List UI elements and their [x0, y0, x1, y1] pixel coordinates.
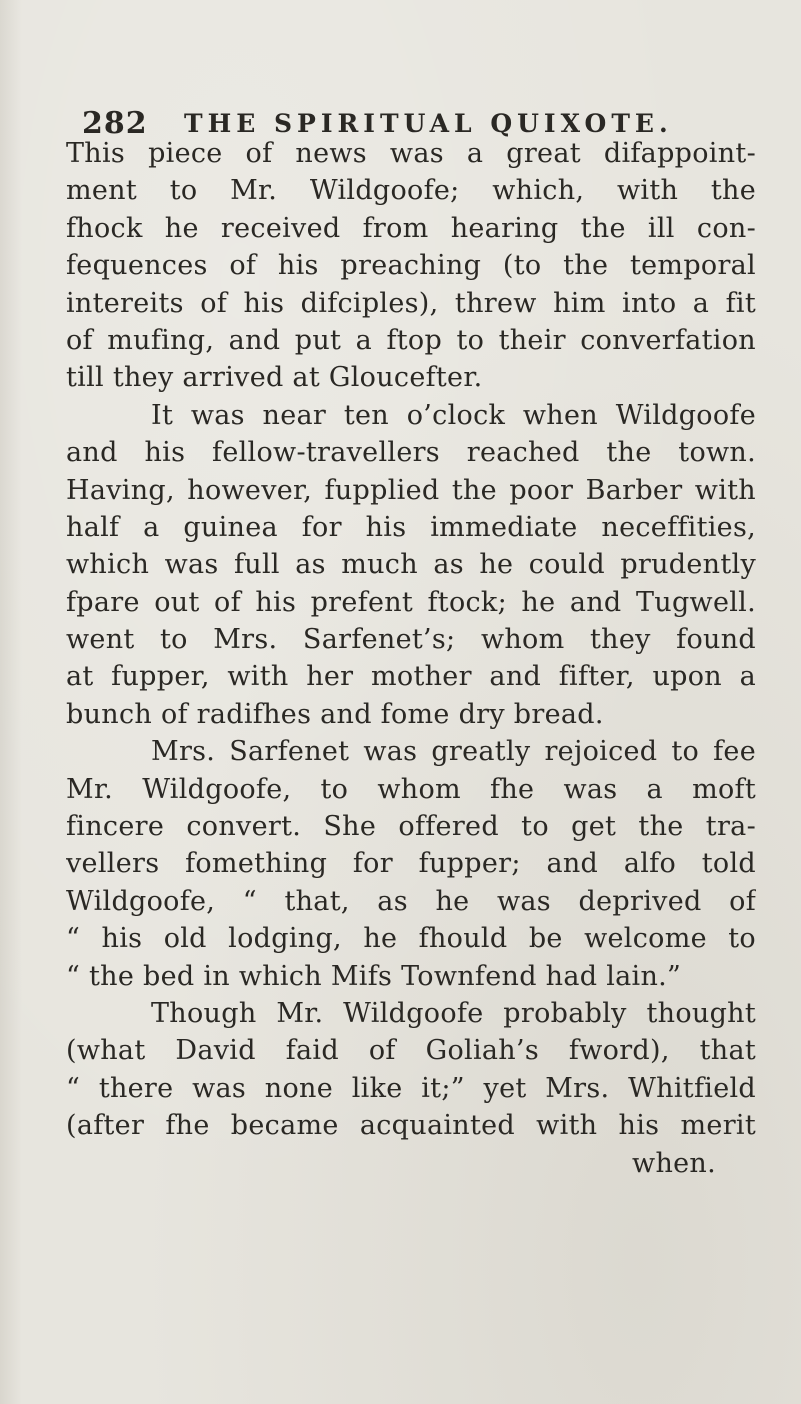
text-line: Though Mr. Wildgoofe probably thought: [151, 997, 756, 1029]
page-number: 282: [82, 106, 148, 141]
gutter-shadow: [0, 0, 22, 1404]
text-line: intereits of his difciples), threw him into a fit: [66, 287, 756, 319]
text-line: which was full as much as he could prudently: [66, 549, 756, 581]
text-line: fpare out of his prefent ftock; he and Tugwell.: [66, 586, 756, 618]
text-line: “ the bed in which Mifs Townfend had lain.”: [66, 960, 682, 992]
body-text: [66, 135, 756, 1182]
text-line: Mr. Wildgoofe, to whom fhe was a moft: [66, 773, 756, 805]
text-line: fequences of his preaching (to the temporal: [66, 250, 756, 282]
text-line: went to Mrs. Sarfenet’s; whom they found: [66, 624, 756, 656]
text-line: “ his old lodging, he fhould be welcome to: [66, 923, 756, 955]
text-line: half a guinea for his immediate neceffities,: [66, 511, 756, 543]
text-line: (what David faid of Goliah’s fword), that: [66, 1035, 756, 1067]
text-line: Wildgoofe, “ that, as he was deprived of: [66, 885, 756, 917]
text-line: till they arrived at Gloucefter.: [66, 362, 483, 394]
text-line: (after fhe became acquainted with his merit: [66, 1110, 756, 1142]
running-title: THE SPIRITUAL QUIXOTE.: [184, 109, 673, 138]
text-line: Mrs. Sarfenet was greatly rejoiced to fee: [151, 736, 756, 768]
text-line: It was near ten o’clock when Wildgoofe: [151, 399, 756, 431]
text-line: This piece of news was a great difappoint-: [66, 138, 756, 169]
text-line: of mufing, and put a ftop to their converfation: [66, 324, 756, 356]
text-line: vellers fomething for fupper; and alfo told: [66, 848, 756, 880]
catchword: when.: [632, 1147, 716, 1179]
text-line: fhock he received from hearing the ill con-: [66, 212, 756, 244]
text-line: at fupper, with her mother and fifter, upon a: [66, 661, 756, 693]
text-line: “ there was none like it;” yet Mrs. Whitfield: [66, 1072, 756, 1104]
text-line: Having, however, fupplied the poor Barber with: [66, 474, 756, 506]
text-line: ment to Mr. Wildgoofe; which, with the: [66, 175, 756, 207]
text-line: bunch of radifhes and fome dry bread.: [66, 698, 604, 730]
text-line: and his fellow-travellers reached the town.: [66, 437, 756, 469]
text-line: fincere convert. She offered to get the tra-: [66, 811, 756, 843]
